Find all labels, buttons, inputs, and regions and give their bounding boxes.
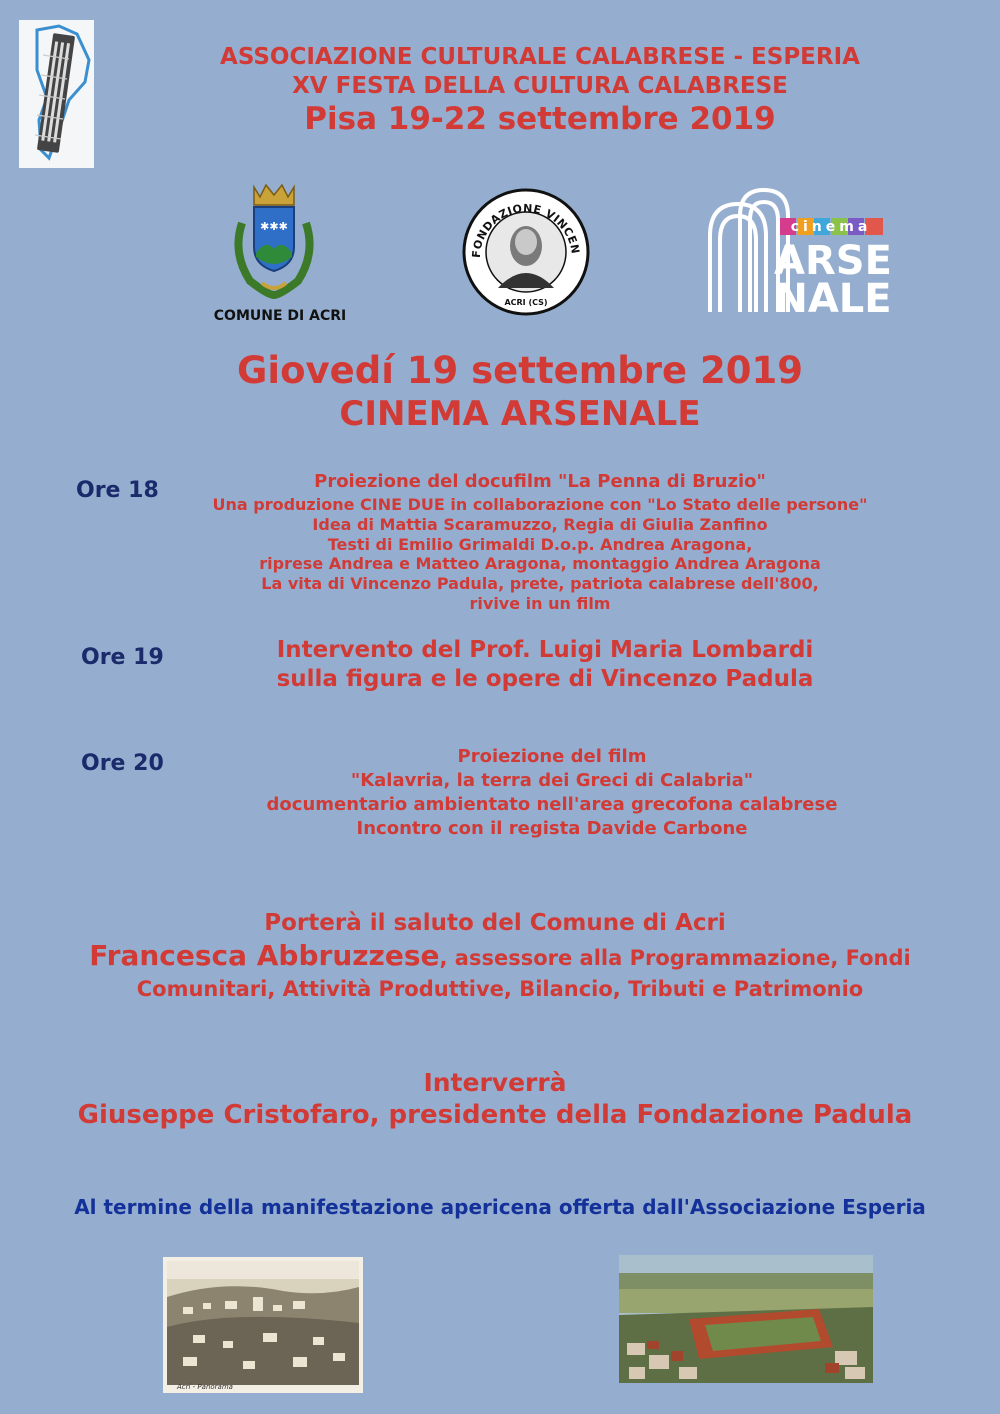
event-venue: CINEMA ARSENALE [339, 394, 701, 434]
time-ore-18: Ore 18 [76, 478, 159, 503]
festival-dates: Pisa 19-22 settembre 2019 [304, 101, 776, 137]
program-line: riprese Andrea e Matteo Aragona, montaggio Andrea Aragona [259, 554, 821, 574]
program-line: Incontro con il regista Davide Carbone [356, 818, 748, 839]
cinema-arsenale-logo [700, 186, 890, 316]
program-line: rivive in un film [469, 593, 611, 613]
program-line: sulla figura e le opere di Vincenzo Padula [276, 666, 814, 692]
arsenale-cinema-word: cinema [790, 219, 872, 235]
saluto-name: Francesca Abbruzzese [89, 939, 440, 972]
intervento-speaker: Giuseppe Cristofaro, presidente della Fondazione Padula [77, 1100, 913, 1130]
arsenale-word-1: ARSE [774, 238, 890, 284]
program-line: Intervento del Prof. Luigi Maria Lombardi [276, 637, 814, 663]
intervento-intro: Interverrà [423, 1068, 567, 1097]
saluto-intro: Porterà il saluto del Comune di Acri [264, 910, 726, 936]
program-line: documentario ambientato nell'area grecofona calabrese [266, 794, 838, 815]
time-ore-19: Ore 19 [81, 645, 164, 670]
saluto-speaker [0, 940, 1000, 1005]
acri-coat-of-arms-logo [228, 183, 320, 301]
saluto-role-a: , assessore alla Programmazione, Fondi [439, 946, 911, 970]
seal-place-text: ACRI (CS) [504, 298, 548, 307]
fondazione-padula-seal-logo [462, 188, 590, 316]
program-18-details [140, 495, 940, 614]
program-line: "Kalavria, la terra dei Greci di Calabria" [350, 770, 754, 791]
festival-title: XV FESTA DELLA CULTURA CALABRESE [292, 73, 788, 99]
svg-text:✱✱✱: ✱✱✱ [260, 220, 288, 233]
program-19-details [145, 636, 945, 694]
pisa-aerial-photo [619, 1255, 873, 1383]
program-line: Proiezione del film [457, 746, 647, 767]
time-ore-20: Ore 20 [81, 751, 164, 776]
comune-di-acri-label: COMUNE DI ACRI [213, 308, 347, 324]
closing-note: Al termine della manifestazione apericena offerta dall'Associazione Esperia [74, 1195, 926, 1219]
program-line: Idea di Mattia Scaramuzzo, Regia di Giulia Zanfino [312, 514, 768, 534]
event-date: Giovedí 19 settembre 2019 [237, 349, 803, 392]
program-line: Testi di Emilio Grimaldi D.o.p. Andrea Aragona, [327, 534, 753, 554]
calabria-tower-logo [19, 20, 94, 168]
program-line: Una produzione CINE DUE in collaborazione con "Lo Stato delle persone" [212, 495, 868, 514]
acri-panorama-photo [163, 1257, 363, 1393]
seal-arc-text: FONDAZIONE VINCEN [469, 201, 582, 259]
program-20-details [152, 745, 952, 841]
program-line: La vita di Vincenzo Padula, prete, patriota calabrese dell'800, [261, 574, 819, 594]
arsenale-word-2: NALE [774, 276, 890, 316]
program-18-title: Proiezione del docufilm "La Penna di Bruzio" [314, 471, 766, 492]
saluto-role-b: Comunitari, Attività Produttive, Bilancio, Tributi e Patrimonio [136, 977, 864, 1001]
association-title: ASSOCIAZIONE CULTURALE CALABRESE - ESPERIA [220, 44, 860, 70]
photo-left-caption: Acri - Panorama [177, 1383, 233, 1391]
